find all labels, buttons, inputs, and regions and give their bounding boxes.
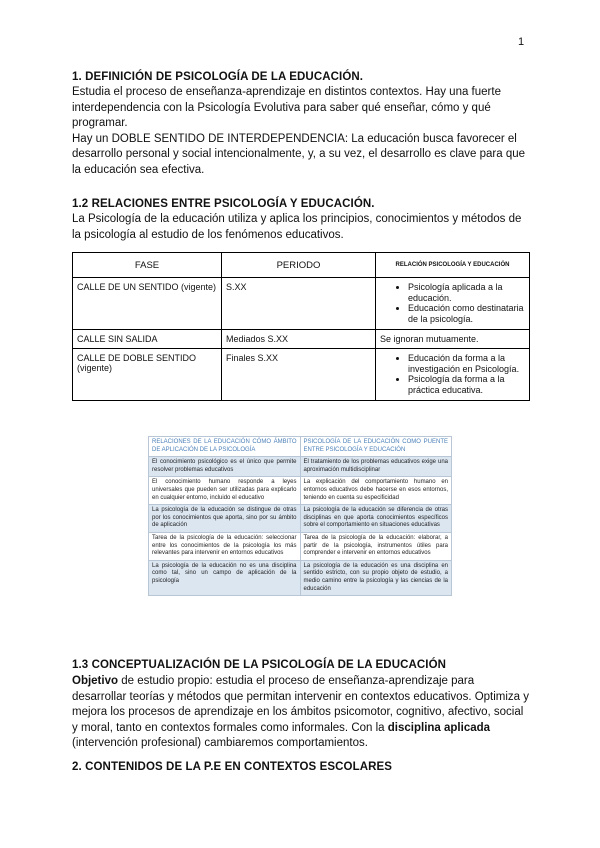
cell-right: La psicología de la educación se diferencia de otras disciplinas en que aporta conocimientos específicos sobre el comportamiento en situaciones educativas	[300, 505, 452, 533]
table-row	[73, 349, 530, 401]
table-row	[149, 477, 452, 505]
section-1-paragraph-2: Hay un DOBLE SENTIDO DE INTERDEPENDENCIA: La educación busca favorecer el desarrollo personal y social intencionalmente, y, a su vez, el desarrollo es clave para que la educación sea efectiva.	[72, 132, 526, 176]
objetivo-label: Objetivo	[72, 675, 119, 687]
periodo-cell: Mediados S.XX	[222, 330, 376, 349]
cell-right: La explicación del comportamiento humano en entornos educativos debe hacerse en esos entornos, teniendo en cuenta su especificidad	[300, 477, 452, 505]
periodo-cell: S.XX	[222, 278, 376, 330]
disciplina-aplicada-label: disciplina aplicada	[387, 721, 491, 734]
fase-cell: CALLE SIN SALIDA	[73, 330, 222, 349]
periodo-cell: Finales S.XX	[222, 349, 376, 401]
cell-left: El conocimiento psicológico es el único que permite resolver problemas educativos	[149, 457, 301, 477]
cell-left: La psicología de la educación no es una disciplina como tal, sino un campo de aplicación de la psicología	[149, 560, 301, 595]
relacion-cell	[376, 278, 530, 330]
phase-table	[72, 252, 530, 401]
section-3-paragraph	[72, 674, 530, 752]
relacion-cell: Se ignoran mutuamente.	[376, 330, 530, 349]
cell-left: El conocimiento humano responde a leyes universales que pueden ser utilizadas para explicarlo en cualquier entorno, incluido el educativo	[149, 477, 301, 505]
header-right: PSICOLOGÍA DE LA EDUCACIÓN COMO PUENTE ENTRE PSICOLOGÍA Y EDUCACIÓN	[300, 437, 452, 457]
fase-cell: CALLE DE DOBLE SENTIDO (vigente)	[73, 349, 222, 401]
list-item: • Educación como destinataria de la psicología.	[408, 303, 525, 324]
table-row	[149, 505, 452, 533]
section-4-title: 2. CONTENIDOS DE LA P.E EN CONTEXTOS ESCOLARES	[72, 761, 393, 773]
header-fase: FASE	[73, 253, 222, 278]
relations-table	[148, 436, 452, 596]
relacion-cell	[376, 349, 530, 401]
section-1-title: 1. DEFINICIÓN DE PSICOLOGÍA DE LA EDUCACIÓN.	[72, 71, 364, 83]
list-item: • Psicología da forma a la práctica educativa.	[408, 374, 525, 395]
fase-cell: CALLE DE UN SENTIDO (vigente)	[73, 278, 222, 330]
list-item: • Psicología aplicada a la educación.	[408, 282, 525, 303]
header-left: RELACIONES DE LA EDUCACIÓN CÓMO ÁMBITO DE APLICACIÓN DE LA PSICOLOGÍA	[149, 437, 301, 457]
relations-table-image	[148, 436, 448, 596]
table-row	[149, 560, 452, 595]
section-3-text-1: de estudio propio: estudia el proceso de enseñanza-aprendizaje para desarrollar teorías y métodos que permitan intervenir en contextos educativos. Optimiza y mejora los procesos de aprendizaje en los ámbitos psicomotor, cognitivo, afectivo, social y moral, tanto en contextos formales como informales. Con la	[72, 675, 530, 734]
page-number: 1	[518, 36, 525, 48]
section-3-text-2: (intervención profesional) cambiaremos comportamientos.	[72, 737, 368, 749]
section-3-title: 1.3 CONCEPTUALIZACIÓN DE LA PSICOLOGÍA DE LA EDUCACIÓN	[72, 659, 447, 671]
cell-right: La psicología de la educación es una disciplina en sentido estricto, con su propio objeto de estudio, a medio camino entre la psicología y las ciencias de la educación	[300, 560, 452, 595]
cell-left: Tarea de la psicología de la educación: seleccionar entre los conocimientos de la psicología los más relevantes para intervenir en entornos educativos	[149, 532, 301, 560]
table-row	[149, 457, 452, 477]
table-row	[149, 532, 452, 560]
cell-right: El tratamiento de los problemas educativos exige una aproximación multidisciplinar	[300, 457, 452, 477]
header-periodo: PERIODO	[222, 253, 376, 278]
cell-left: La psicología de la educación se distingue de otras por los conocimientos que aporta, sino por su ámbito de aplicación	[149, 505, 301, 533]
table-row	[73, 330, 530, 349]
section-2-title: 1.2 RELACIONES ENTRE PSICOLOGÍA Y EDUCACIÓN.	[72, 198, 375, 210]
section-1-paragraph-1: Estudia el proceso de enseñanza-aprendizaje en distintos contextos. Hay una fuerte interdependencia con la Psicología Evolutiva para saber qué enseñar, cómo y qué programar.	[72, 86, 501, 129]
list-item: • Educación da forma a la investigación en Psicología.	[408, 353, 525, 374]
phase-table-header	[73, 253, 530, 278]
table-row	[73, 278, 530, 330]
relations-table-header	[149, 437, 452, 457]
header-relacion: RELACIÓN PSICOLOGÍA Y EDUCACIÓN	[376, 253, 530, 278]
cell-right: Tarea de la psicología de la educación: elaborar, a partir de la psicología, instrumentos útiles para comprender e intervenir en entornos educativos	[300, 532, 452, 560]
section-2-paragraph: La Psicología de la educación utiliza y aplica los principios, conocimientos y métodos de la psicología al estudio de los fenómenos educativos.	[72, 213, 522, 241]
